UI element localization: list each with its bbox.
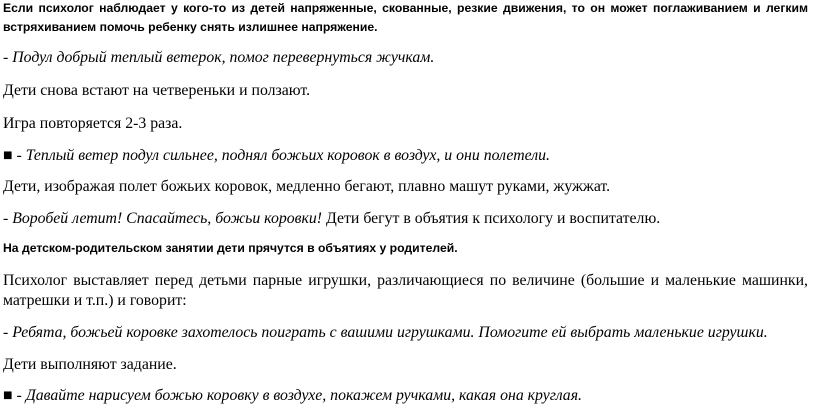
instruction-text: Ребята, божьей коровке захотелось поиграть с вашими игрушками. Помогите ей выбрать маленькие игрушки. bbox=[12, 324, 768, 341]
bullet-prefix: ■ - bbox=[3, 147, 26, 164]
instruction-draw-ladybug bbox=[3, 386, 808, 406]
action-repeat: Игра повторяется 2-3 раза. bbox=[3, 115, 183, 132]
instruction-text: Воробей летит! Спасайтесь, божьи коровки! bbox=[12, 210, 323, 227]
action-complete-task: Дети выполняют задание. bbox=[3, 356, 177, 373]
action-fly: Дети, изображая полет божьих коровок, медленно бегают, плавно машут руками, жужжат. bbox=[3, 178, 611, 195]
toys-paragraph-line-1: Психолог выставляет перед детьми парные игрушки, различающиеся по величине (большие и маленькие машинки, bbox=[3, 272, 808, 289]
action-crawl: Дети снова встают на четвереньки и ползают. bbox=[3, 82, 311, 99]
instruction-warm-breeze bbox=[3, 48, 808, 68]
intro-paragraph-line-2: встряхиванием помочь ребенку снять излишнее напряжение. bbox=[3, 20, 378, 34]
instruction-text: Давайте нарисуем божью коровку в воздухе, покажем ручками, какая она круглая. bbox=[25, 387, 582, 404]
instruction-strong-wind bbox=[3, 146, 808, 166]
dash-prefix: - bbox=[3, 324, 13, 341]
instruction-sparrow bbox=[3, 209, 808, 229]
bullet-prefix: ■ - bbox=[3, 387, 26, 404]
instruction-text: Теплый ветер подул сильнее, поднял божьих коровок в воздух, и они полетели. bbox=[25, 147, 550, 164]
instruction-choose-toys bbox=[3, 323, 808, 343]
action-text: Дети бегут в объятия к психологу и воспитателю. bbox=[322, 210, 661, 227]
parent-session-note: На детском-родительском занятии дети прячутся в объятиях у родителей. bbox=[3, 241, 458, 255]
dash-prefix: - bbox=[3, 210, 13, 227]
intro-paragraph-line-1: Если психолог наблюдает у кого-то из детей напряженные, скованные, резкие движения, то он может поглаживанием и легким bbox=[3, 1, 808, 15]
instruction-text: Подул добрый теплый ветерок, помог перевернуться жучкам. bbox=[12, 49, 435, 66]
toys-paragraph-line-2: матрешки и т.п.) и говорит: bbox=[3, 292, 187, 309]
dash-prefix: - bbox=[3, 49, 13, 66]
